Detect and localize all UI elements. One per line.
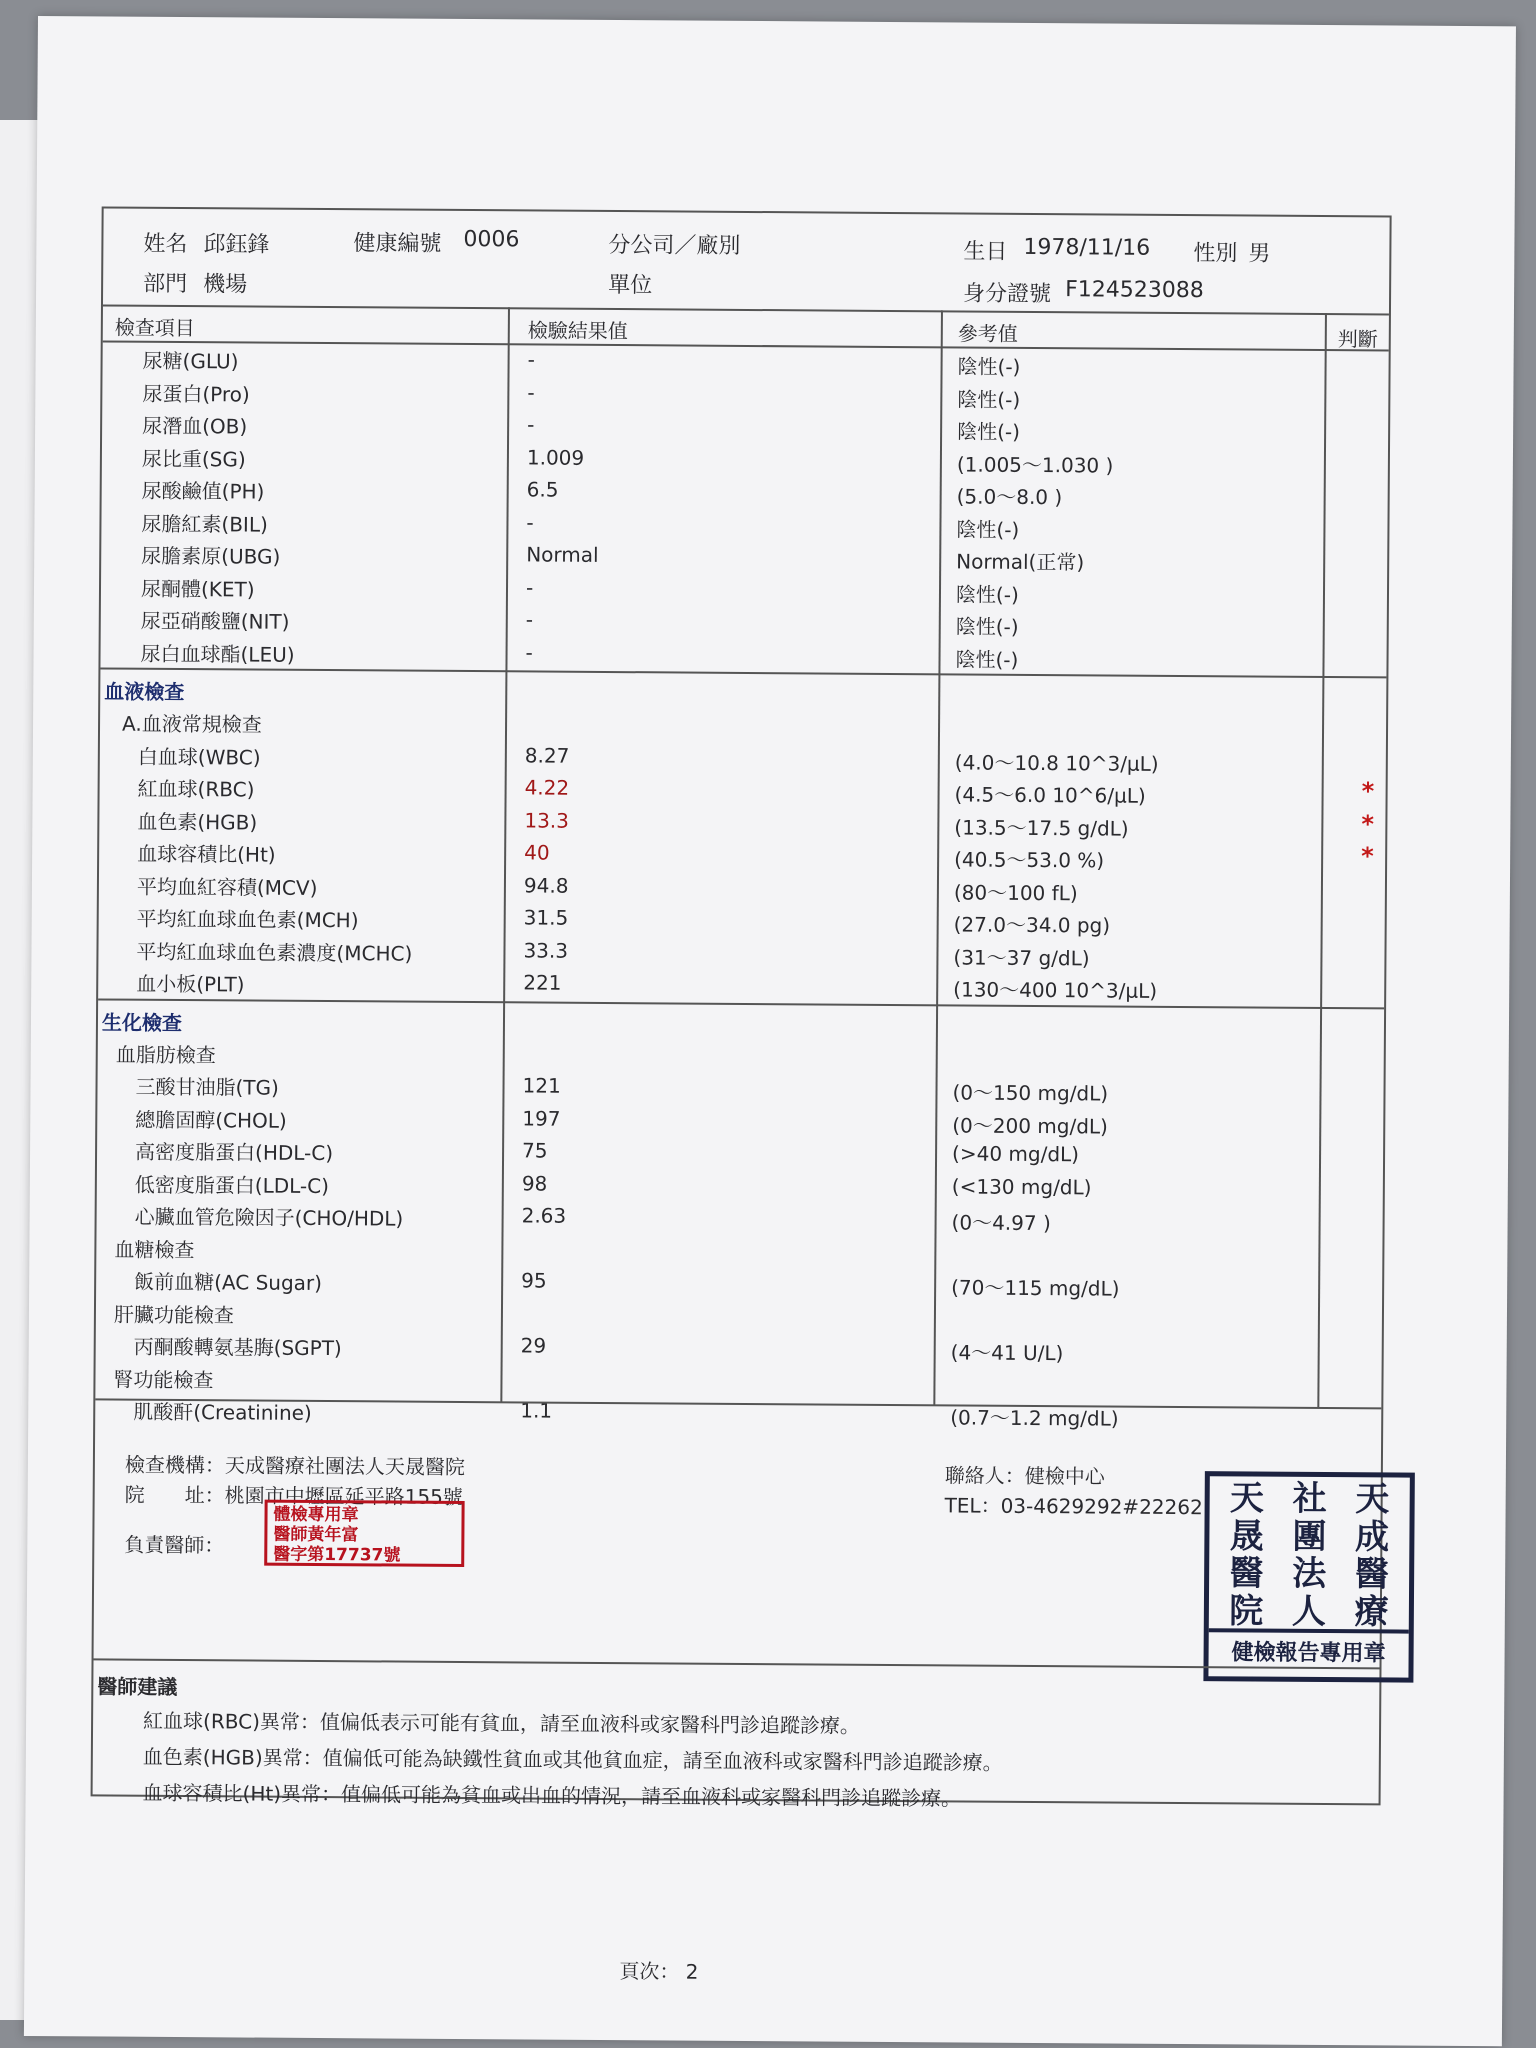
row-item: 血小板(PLT): [136, 971, 245, 997]
row-item: 血色素(HGB): [137, 809, 258, 835]
addr-label: 院 址：: [124, 1482, 225, 1508]
row-item: 血球容積比(Ht): [137, 841, 276, 867]
seal-char: 團: [1292, 1516, 1327, 1557]
col-judge: 判斷: [1337, 327, 1378, 352]
col-result: 檢驗結果值: [527, 318, 628, 344]
advice-title: 醫師建議: [97, 1674, 178, 1700]
row-result: 1.1: [520, 1398, 553, 1423]
seal-char: 療: [1354, 1591, 1389, 1632]
row-result: 75: [522, 1138, 548, 1163]
row-item: 白血球(WBC): [137, 744, 261, 770]
row-reference: (40.5～53.0 %): [954, 847, 1105, 873]
row-reference: (70～115 mg/dL): [951, 1275, 1120, 1301]
doctor-seal: [264, 1500, 464, 1567]
row-result: 31.5: [523, 905, 569, 930]
advice-line: 紅血球(RBC)異常：值偏低表示可能有貧血，請至血液科或家醫科門診追蹤診療。: [143, 1708, 861, 1738]
branch-label: 分公司／廠別: [608, 232, 741, 259]
row-reference: (4～41 U/L): [950, 1340, 1064, 1366]
seal-char: 天: [1355, 1479, 1390, 1520]
section-label: 生化檢查: [101, 1009, 183, 1035]
row-result: 94.8: [523, 872, 569, 898]
page-number: [619, 1955, 698, 1985]
row-reference: (5.0～8.0 ): [956, 484, 1063, 510]
row-result: 4.22: [524, 775, 570, 800]
advice-line: 血球容積比(Ht)異常：值偏低可能為貧血或出血的情況，請至血液科或家醫科門診追蹤診療。: [142, 1780, 962, 1811]
name-label: 姓名: [143, 231, 188, 258]
row-item: 心臟血管危險因子(CHO/HDL): [134, 1204, 404, 1231]
row-item: 尿蛋白(Pro): [142, 381, 250, 406]
row-result: -: [525, 607, 534, 632]
health-no-label: 健康編號: [353, 231, 442, 257]
row-result: 33.3: [523, 937, 569, 963]
seal-band: 健檢報告專用章: [1208, 1628, 1408, 1677]
sex-value: 男: [1248, 241, 1271, 267]
seal-char: 晟: [1229, 1515, 1264, 1557]
advice-line: 血色素(HGB)異常：值偏低可能為缺鐵性貧血或其他貧血症，請至血液科或家醫科門診追蹤診療。: [142, 1744, 1003, 1775]
row-reference: (13.5～17.5 g/dL): [954, 814, 1129, 841]
row-item: 平均血紅容積(MCV): [136, 874, 318, 900]
row-reference: (31～37 g/dL): [953, 944, 1090, 970]
subsection-label: 血脂肪檢查: [115, 1042, 216, 1067]
subsection-label: 血糖檢查: [114, 1237, 195, 1262]
row-result: 221: [523, 970, 562, 995]
health-no-value: 0006: [463, 226, 520, 253]
row-result: -: [527, 347, 535, 372]
subsection-label: A.血液常規檢查: [121, 711, 262, 737]
row-reference: 陰性(-): [957, 419, 1021, 444]
seal-line: 醫字第17737號: [273, 1544, 401, 1566]
unit-label: 單位: [608, 272, 653, 299]
row-item: 高密度脂蛋白(HDL-C): [134, 1139, 334, 1166]
row-item: 尿膽素原(UBG): [141, 543, 281, 569]
row-reference: 陰性(-): [955, 646, 1019, 672]
row-result: 6.5: [526, 477, 559, 502]
row-reference: (<130 mg/dL): [951, 1173, 1092, 1199]
seal-char: 醫: [1229, 1553, 1264, 1594]
row-result: 13.3: [524, 807, 570, 833]
row-flag: *: [1361, 809, 1375, 838]
report-frame: [91, 206, 1392, 1811]
sex-label: 性別: [1193, 241, 1238, 267]
row-result: -: [527, 379, 535, 404]
row-reference: (0～200 mg/dL): [952, 1112, 1108, 1138]
row-reference: 陰性(-): [956, 516, 1020, 542]
row-reference: 陰性(-): [957, 354, 1021, 379]
row-reference: (80～100 fL): [953, 879, 1078, 905]
col-reference: 參考值: [957, 321, 1018, 346]
hospital-seal: [1203, 1471, 1414, 1682]
birth-label: 生日: [963, 239, 1008, 265]
row-item: 三酸甘油脂(TG): [135, 1074, 279, 1100]
id-label: 身分證號: [962, 281, 1052, 308]
row-reference: (>40 mg/dL): [951, 1141, 1080, 1167]
birth-value: 1978/11/16: [1023, 234, 1151, 261]
seal-char: 社: [1292, 1478, 1327, 1520]
row-result: -: [525, 574, 534, 599]
page-label: 頁次：: [619, 1959, 680, 1984]
row-reference: (27.0～34.0 pg): [953, 912, 1111, 938]
row-item: 飯前血糖(AC Sugar): [134, 1269, 323, 1296]
row-item: 尿亞硝酸鹽(NIT): [140, 608, 290, 634]
row-item: 低密度脂蛋白(LDL-C): [134, 1172, 330, 1198]
row-item: 總膽固醇(CHOL): [135, 1107, 287, 1133]
section-label: 血液檢查: [104, 679, 185, 705]
row-result: 197: [522, 1105, 561, 1131]
seal-char: 法: [1292, 1553, 1327, 1595]
row-result: 40: [524, 840, 550, 865]
row-item: 尿膽紅素(BIL): [141, 511, 268, 537]
row-result: Normal: [526, 542, 599, 567]
row-reference: 陰性(-): [955, 614, 1019, 639]
seal-char: 醫: [1354, 1554, 1389, 1595]
row-result: 95: [521, 1268, 547, 1293]
seal-line: 醫師黃年富: [273, 1524, 359, 1546]
org-label: 檢查機構：: [124, 1452, 225, 1478]
row-item: 尿酸鹼值(PH): [141, 478, 265, 504]
contact: 聯絡人：健檢中心: [944, 1463, 1105, 1489]
row-reference: Normal(正常): [956, 549, 1085, 575]
addr-value: 桃園市中壢區延平路155號: [224, 1483, 463, 1510]
row-item: 尿潛血(OB): [142, 413, 248, 439]
row-reference: (0～150 mg/dL): [952, 1080, 1109, 1106]
row-item: 尿酮體(KET): [140, 576, 255, 602]
name-value: 邱鈺鋒: [203, 232, 270, 258]
subsection-label: 腎功能檢查: [113, 1367, 214, 1392]
col-item: 檢查項目: [114, 315, 195, 341]
seal-char: 院: [1229, 1590, 1264, 1632]
row-result: 2.63: [521, 1203, 567, 1228]
row-item: 尿比重(SG): [141, 446, 246, 471]
row-item: 肌酸酐(Creatinine): [133, 1399, 312, 1425]
seal-char: 天: [1229, 1478, 1265, 1519]
row-reference: 陰性(-): [955, 581, 1019, 607]
id-value: F124523088: [1065, 277, 1204, 304]
tel: TEL：03-4629292#22262: [944, 1493, 1203, 1520]
row-reference: 陰性(-): [957, 386, 1021, 412]
row-reference: (4.5～6.0 10^6/μL): [954, 782, 1146, 808]
row-reference: (4.0～10.8 10^3/μL): [954, 749, 1159, 776]
row-reference: (0.7～1.2 mg/dL): [950, 1405, 1119, 1431]
row-item: 平均紅血球血色素濃度(MCHC): [136, 939, 413, 966]
dept-label: 部門: [143, 271, 188, 298]
row-reference: (0～4.97 ): [951, 1210, 1051, 1236]
page-value: 2: [685, 1959, 699, 1984]
dept-value: 機場: [203, 272, 248, 298]
row-reference: (1.005～1.030 ): [956, 451, 1114, 478]
row-item: 丙酮酸轉氨基脢(SGPT): [133, 1334, 342, 1361]
row-result: 98: [521, 1170, 548, 1196]
report-page: [24, 16, 1516, 2046]
subsection-label: 肝臟功能檢查: [113, 1302, 235, 1327]
row-result: 1.009: [526, 444, 585, 470]
row-reference: (130～400 10^3/μL): [953, 977, 1158, 1003]
row-flag: *: [1361, 777, 1375, 806]
row-result: -: [525, 639, 533, 664]
doctor-label: 負責醫師：: [124, 1532, 225, 1558]
seal-char: 成: [1354, 1516, 1390, 1557]
row-flag: *: [1361, 842, 1374, 871]
row-result: -: [527, 412, 535, 437]
patient-header: [103, 208, 1390, 315]
seal-char: 人: [1291, 1591, 1327, 1632]
divider: [94, 1658, 1380, 1669]
row-result: 121: [522, 1073, 561, 1098]
org-value: 天成醫療社團法人天晟醫院: [224, 1453, 465, 1480]
seal-line: 體檢專用章: [273, 1504, 359, 1526]
row-item: 平均紅血球血色素(MCH): [136, 906, 359, 933]
row-result: -: [526, 509, 534, 534]
row-item: 尿白血球酯(LEU): [140, 641, 295, 667]
row-result: 29: [520, 1333, 547, 1358]
row-item: 紅血球(RBC): [137, 776, 255, 802]
row-result: 8.27: [524, 742, 570, 768]
row-item: 尿糖(GLU): [142, 348, 239, 374]
